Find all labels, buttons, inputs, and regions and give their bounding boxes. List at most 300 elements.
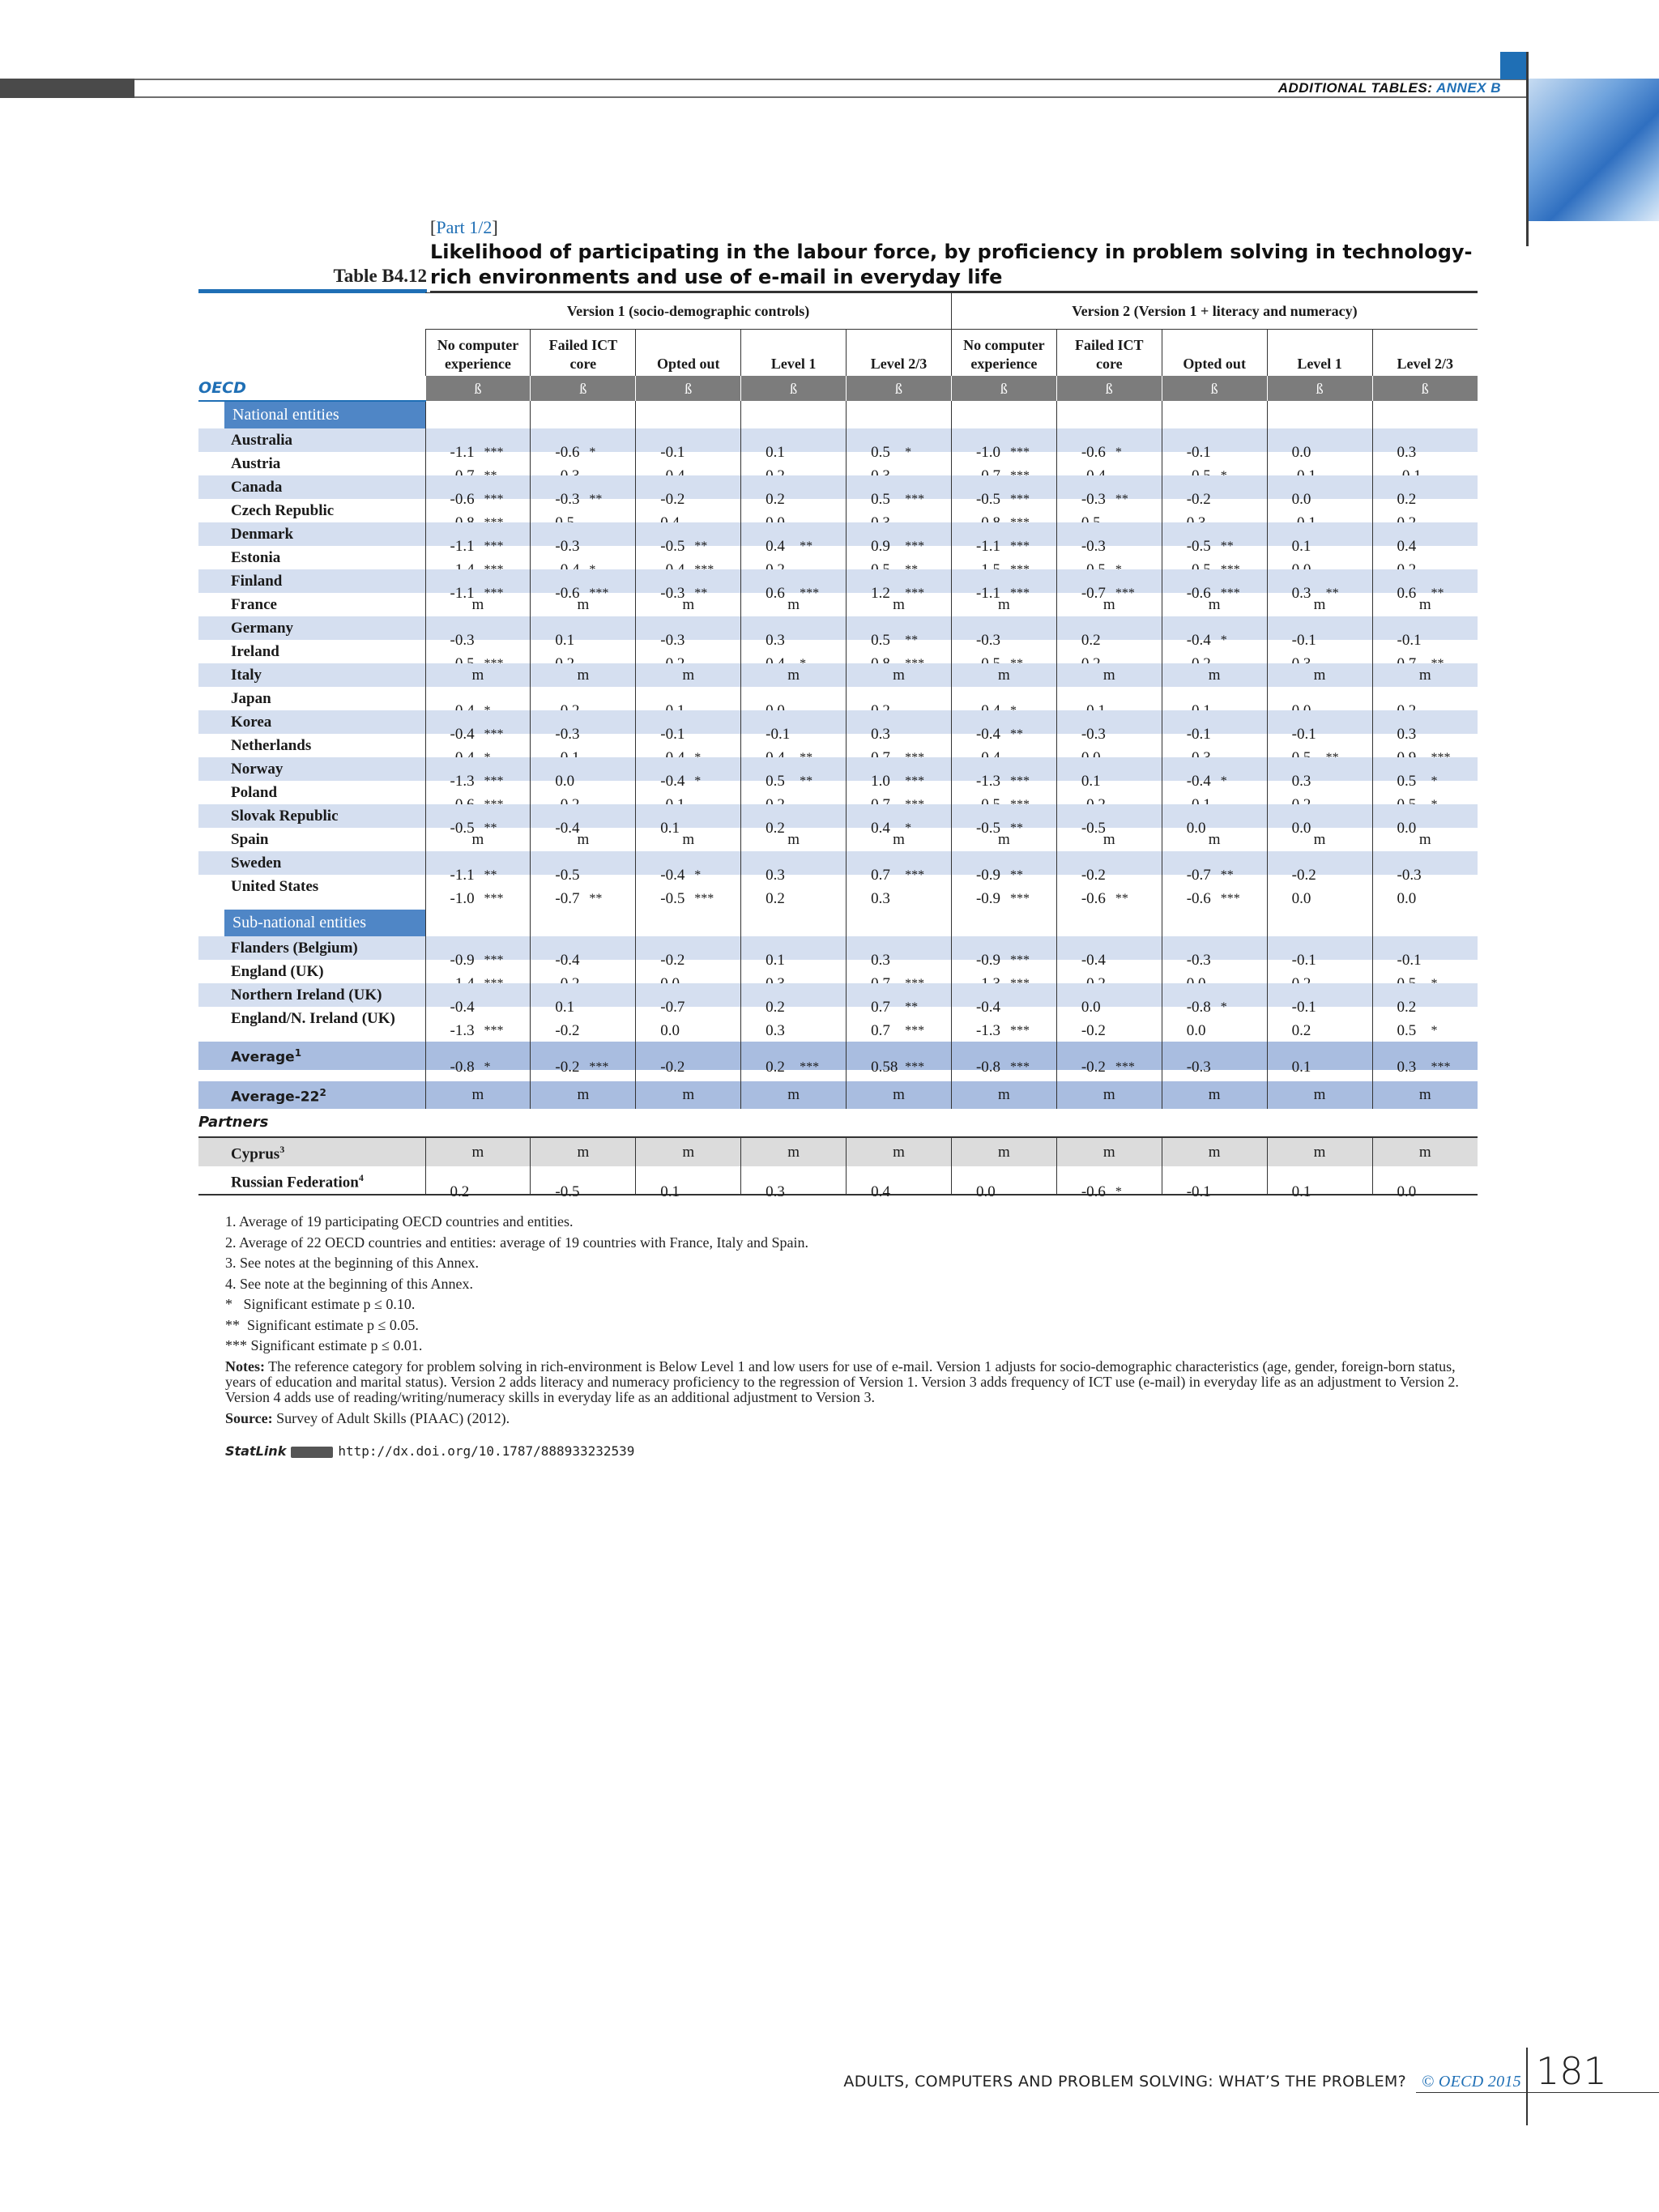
cell-value: 0.2	[766, 819, 785, 837]
significance-stars: **	[484, 820, 497, 835]
cell-value: -0.6	[1186, 889, 1211, 907]
cell-value: m	[998, 831, 1010, 848]
column-header-line: Level 2/3	[1397, 356, 1453, 372]
table-cell	[1267, 1007, 1372, 1039]
table-cell	[1267, 710, 1372, 743]
table-row	[198, 875, 1478, 898]
statlink-url[interactable]: http://dx.doi.org/10.1787/888933232539	[338, 1443, 635, 1459]
significance-stars: ***	[1009, 492, 1030, 506]
table-row	[198, 757, 1478, 781]
cell-value: 0.3	[766, 866, 785, 884]
cell-value: -0.6	[1186, 584, 1211, 602]
table-cell	[425, 960, 531, 983]
table-cell	[1056, 593, 1162, 616]
table-cell	[741, 428, 847, 461]
cell-value: m	[1313, 596, 1326, 613]
significance-stars: ***	[1115, 1060, 1135, 1075]
cell-value: 0.1	[766, 443, 785, 461]
row-label-text: Slovak Republic	[231, 808, 339, 825]
table-row	[198, 1007, 1478, 1030]
row-label-text: Netherlands	[231, 737, 312, 754]
cell-value: -0.1	[660, 725, 685, 743]
table-cell	[636, 710, 741, 743]
table-cell	[1162, 475, 1267, 508]
header-dark-band	[0, 79, 134, 98]
table-cell	[1372, 452, 1478, 475]
table-cell	[1372, 616, 1478, 649]
cell-value: -1.0	[975, 443, 1001, 461]
header-decorative-image	[1526, 79, 1659, 221]
version1-header: Version 1 (socio-demographic controls)	[425, 293, 951, 330]
table-cell	[531, 593, 636, 616]
cell-value: m	[787, 1143, 800, 1161]
significance-stars: *	[484, 1060, 491, 1075]
table-cell	[425, 875, 531, 907]
table-cell	[1267, 687, 1372, 710]
table-cell	[1162, 1007, 1267, 1039]
cell-value: 0.0	[1291, 443, 1311, 461]
significance-stars: **	[694, 539, 708, 553]
table-cell	[1056, 960, 1162, 983]
spacer-row	[198, 1070, 1478, 1081]
table-cell	[1056, 757, 1162, 790]
cell-value: m	[471, 1086, 484, 1104]
row-label	[198, 828, 425, 851]
table-cell	[636, 1042, 741, 1076]
table-cell	[1267, 546, 1372, 569]
cell-value: 0.5	[1397, 772, 1417, 790]
table-cell	[847, 851, 952, 884]
column-header-line: experience	[444, 356, 511, 372]
table-cell	[741, 569, 847, 602]
cell-value: m	[1418, 596, 1431, 613]
cell-value: m	[787, 831, 800, 848]
table-cell	[741, 546, 847, 569]
significance-stars: ***	[484, 1023, 504, 1038]
table-cell	[1162, 804, 1267, 837]
cell-value: -0.5	[1186, 537, 1211, 555]
cell-value: -1.1	[975, 584, 1001, 602]
table-cell	[1372, 687, 1478, 710]
table-cell	[1056, 1007, 1162, 1039]
table-cell	[531, 1042, 636, 1076]
corner-cell	[198, 293, 425, 330]
table-cell	[636, 640, 741, 663]
table-cell	[951, 875, 1056, 907]
cell-value: 0.0	[1291, 819, 1311, 837]
significance-stars: ***	[905, 492, 925, 506]
table-cell	[425, 757, 531, 790]
table-cell	[1372, 875, 1478, 907]
significance-stars: **	[1115, 891, 1128, 906]
cell-value: 0.9	[871, 537, 890, 555]
column-header-line: Opted out	[656, 356, 720, 372]
table-cell	[425, 522, 531, 555]
table-cell	[1372, 851, 1478, 884]
cell-value: -0.2	[660, 951, 685, 969]
table-row	[198, 804, 1478, 828]
table-cell	[741, 1007, 847, 1039]
cell-value: m	[787, 596, 800, 613]
table-cell	[951, 616, 1056, 649]
cell-value: m	[1102, 596, 1115, 613]
table-cell	[1267, 452, 1372, 475]
cell-value: 0.5	[871, 490, 890, 508]
table-cell	[1267, 960, 1372, 983]
cell-value: -0.1	[1186, 443, 1211, 461]
row-label-text: France	[231, 596, 277, 613]
table-cell	[847, 1137, 952, 1166]
cell-value: 0.2	[1397, 998, 1417, 1016]
table-cell	[1372, 1137, 1478, 1166]
statlink[interactable]	[225, 1443, 634, 1460]
cell-value: 0.1	[660, 1183, 680, 1200]
significance-stars: ***	[905, 867, 925, 882]
notes-label: Notes:	[225, 1357, 265, 1375]
cell-value: -0.2	[660, 1059, 685, 1076]
table-cell	[636, 875, 741, 907]
significance-stars: ***	[800, 1060, 820, 1075]
cell-value: 0.0	[1397, 1183, 1417, 1200]
cell-value: m	[998, 1143, 1010, 1161]
cell-value: m	[998, 1086, 1010, 1104]
cell-value: m	[1313, 1143, 1326, 1161]
significance-stars: **	[905, 999, 919, 1014]
footnote-line: 2. Average of 22 OECD countries and entities: average of 19 countries with France, Italy and Spain.	[225, 1234, 808, 1251]
table-cell	[741, 1081, 847, 1110]
beta-symbol: ß	[531, 376, 636, 401]
row-label-text: Average	[231, 1049, 295, 1066]
cell-value: m	[1418, 667, 1431, 684]
cell-value: -0.2	[555, 1059, 580, 1076]
cell-value: m	[893, 1143, 905, 1161]
table-cell	[1056, 1042, 1162, 1076]
table-cell	[951, 593, 1056, 616]
cell-value: 0.0	[1397, 819, 1417, 837]
cell-value: -0.8	[1186, 998, 1211, 1016]
footnote-line: ** Significant estimate p ≤ 0.05.	[225, 1316, 419, 1333]
cell-value: 0.3	[1397, 725, 1417, 743]
table-cell	[1267, 875, 1372, 907]
cell-value: -1.3	[975, 772, 1001, 790]
cell-value: -1.3	[975, 1021, 1001, 1039]
table-cell	[741, 1137, 847, 1166]
cell-value: 0.3	[1291, 772, 1311, 790]
table-cell	[531, 983, 636, 1016]
table-cell	[1267, 1166, 1372, 1200]
cell-value: 1.2	[871, 584, 890, 602]
table-cell	[531, 804, 636, 837]
row-label	[198, 734, 425, 757]
column-header	[425, 330, 531, 377]
cell-value: -0.1	[1291, 998, 1316, 1016]
cell-value: -0.7	[1186, 866, 1211, 884]
significance-stars: **	[694, 586, 708, 600]
cell-value: -0.4	[975, 998, 1001, 1016]
table-cell	[1162, 781, 1267, 804]
table-cell	[847, 1042, 952, 1076]
table-cell	[1267, 936, 1372, 969]
table-cell	[951, 522, 1056, 555]
table-cell	[1267, 428, 1372, 461]
footnote-list	[225, 1212, 1481, 1357]
table-cell	[636, 475, 741, 508]
table-cell	[531, 757, 636, 790]
row-label	[198, 663, 425, 687]
beta-symbol: ß	[741, 376, 847, 401]
cell-value: 0.2	[450, 1183, 470, 1200]
row-label-text: Average-22	[231, 1089, 320, 1106]
cell-value: 0.0	[555, 772, 575, 790]
cell-value: m	[893, 1086, 905, 1104]
cell-value: m	[682, 1086, 695, 1104]
cell-value: -1.3	[450, 772, 475, 790]
column-header	[847, 330, 952, 377]
cell-value: m	[682, 831, 695, 848]
cell-value: -0.2	[1291, 866, 1316, 884]
table-cell	[741, 1166, 847, 1200]
table-row	[198, 475, 1478, 499]
significance-stars: ***	[484, 445, 504, 459]
table-cell	[636, 1166, 741, 1200]
cell-value: -0.8	[975, 1059, 1001, 1076]
table-cell	[847, 757, 952, 790]
table-row	[198, 569, 1478, 593]
table-cell	[1267, 475, 1372, 508]
significance-stars: **	[800, 539, 813, 553]
significance-stars: ***	[589, 586, 609, 600]
significance-stars: *	[1115, 445, 1122, 459]
table-cell	[1162, 616, 1267, 649]
table-row	[198, 936, 1478, 960]
table-cell	[847, 687, 952, 710]
table-cell	[636, 851, 741, 884]
table-cell	[741, 734, 847, 757]
cell-value: m	[1102, 831, 1115, 848]
table-cell	[1372, 936, 1478, 969]
significance-stars: ***	[484, 953, 504, 967]
cell-value: -1.1	[450, 443, 475, 461]
running-header-prefix: ADDITIONAL TABLES:	[1277, 80, 1436, 96]
table-cell	[636, 1137, 741, 1166]
table-cell	[1267, 499, 1372, 522]
cell-value: 0.5	[1397, 1021, 1417, 1039]
table-cell	[1056, 616, 1162, 649]
cell-value: -1.0	[450, 889, 475, 907]
row-label-text: Cyprus	[231, 1145, 280, 1163]
table-cell	[847, 640, 952, 663]
column-header-line: Failed ICT	[1075, 337, 1144, 353]
cell-value: -0.3	[1081, 537, 1106, 555]
table-row	[198, 710, 1478, 734]
table-cell	[531, 734, 636, 757]
cell-value: -0.3	[1397, 866, 1422, 884]
cell-value: 0.4	[871, 819, 890, 837]
table-cell	[1056, 687, 1162, 710]
cell-value: m	[893, 596, 905, 613]
cell-value: -0.4	[1186, 631, 1211, 649]
row-label-text: Norway	[231, 761, 284, 778]
table-cell	[1056, 522, 1162, 555]
column-header-line: Level 2/3	[870, 356, 928, 372]
spacer-row	[198, 898, 1478, 910]
row-label	[198, 757, 425, 781]
column-header	[741, 330, 847, 377]
significance-stars: ***	[1220, 586, 1240, 600]
cell-value: -0.4	[450, 725, 475, 743]
cell-value: m	[682, 596, 695, 613]
cell-value: -0.9	[975, 866, 1001, 884]
column-header-row	[198, 330, 1478, 377]
column-header-line: core	[569, 356, 597, 372]
cell-value: 0.3	[871, 889, 890, 907]
footer-text	[843, 2073, 1521, 2091]
row-label	[198, 593, 425, 616]
cell-value: m	[1208, 1086, 1221, 1104]
row-label-text: Estonia	[231, 549, 281, 566]
cell-value: -0.1	[1397, 631, 1422, 649]
cell-value: -0.6	[450, 490, 475, 508]
subnational-entities-header	[198, 910, 1478, 936]
cell-value: m	[998, 596, 1010, 613]
cell-value: 0.6	[766, 584, 785, 602]
cell-value: m	[1418, 1143, 1431, 1161]
table-cell	[636, 593, 741, 616]
cell-value: 0.4	[766, 537, 785, 555]
table-cell	[531, 781, 636, 804]
significance-stars: ***	[484, 727, 504, 741]
cell-value: m	[471, 1143, 484, 1161]
significance-stars: *	[905, 445, 912, 459]
column-header-line	[636, 336, 740, 355]
table-cell	[1056, 452, 1162, 475]
cell-value: -0.9	[975, 889, 1001, 907]
table-cell	[951, 851, 1056, 884]
table-cell	[531, 1166, 636, 1200]
version2-header: Version 2 (Version 1 + literacy and numeracy)	[951, 293, 1478, 330]
cell-value: m	[1313, 1086, 1326, 1104]
table-cell	[425, 475, 531, 508]
beta-symbol: ß	[636, 376, 741, 401]
table-cell	[1056, 781, 1162, 804]
significance-stars: ***	[905, 1060, 925, 1075]
table-cell	[1162, 1081, 1267, 1110]
column-header	[636, 330, 741, 377]
table-cell	[951, 687, 1056, 710]
significance-stars: ***	[1220, 891, 1240, 906]
table-cell	[1372, 960, 1478, 983]
row-label-text: Sweden	[231, 855, 282, 872]
row-label-text: Northern Ireland (UK)	[231, 987, 382, 1004]
table-row	[198, 734, 1478, 757]
significance-stars: ***	[1009, 953, 1030, 967]
table-cell	[531, 452, 636, 475]
cell-value: 0.5	[871, 631, 890, 649]
significance-stars: ***	[484, 891, 504, 906]
row-label	[198, 983, 425, 1007]
row-label-text: Germany	[231, 620, 294, 637]
cell-value: -0.9	[450, 951, 475, 969]
table-cell	[1372, 593, 1478, 616]
table-cell	[951, 1166, 1056, 1200]
cell-value: -0.4	[1081, 951, 1106, 969]
cell-value: -0.8	[450, 1059, 475, 1076]
source-text: Survey of Adult Skills (PIAAC) (2012).	[276, 1409, 510, 1426]
table-cell	[531, 569, 636, 602]
table-cell	[636, 1007, 741, 1039]
cell-value: -0.4	[555, 819, 580, 837]
table-cell	[741, 851, 847, 884]
column-header	[1267, 330, 1372, 377]
table-cell	[531, 1081, 636, 1110]
cell-value: -0.3	[660, 584, 685, 602]
cell-value: -0.4	[660, 772, 685, 790]
cell-value: 0.2	[1397, 490, 1417, 508]
column-header-line: core	[1095, 356, 1123, 372]
table-cell	[847, 452, 952, 475]
row-label-text: Canada	[231, 479, 283, 496]
significance-stars: *	[1431, 1023, 1438, 1038]
significance-stars: **	[1009, 867, 1023, 882]
cell-value: -0.6	[1081, 443, 1106, 461]
table-cell	[847, 1166, 952, 1200]
cell-value: 0.2	[1081, 631, 1101, 649]
table-row	[198, 851, 1478, 875]
cell-value: -0.3	[660, 631, 685, 649]
table-cell	[1056, 1166, 1162, 1200]
table-cell	[636, 983, 741, 1016]
table-cell	[425, 663, 531, 687]
row-label	[198, 475, 425, 499]
significance-stars: **	[1009, 820, 1023, 835]
cell-value: -0.7	[555, 889, 580, 907]
partners-header-row	[198, 1109, 1478, 1137]
cell-value: -0.6	[555, 443, 580, 461]
cell-value: 0.1	[1291, 1059, 1311, 1076]
cell-value: 0.5	[871, 443, 890, 461]
table-cell	[741, 475, 847, 508]
table-cell	[741, 757, 847, 790]
cell-value: -0.5	[555, 1183, 580, 1200]
national-entities-header	[198, 401, 1478, 428]
table-cell	[425, 1042, 531, 1076]
row-label	[198, 546, 425, 569]
table-cell	[1267, 1081, 1372, 1110]
table-cell	[636, 757, 741, 790]
table-cell	[1056, 875, 1162, 907]
beta-symbol: ß	[1267, 376, 1372, 401]
table-cell	[636, 687, 741, 710]
footnote-marker: 4	[358, 1171, 364, 1183]
table-cell	[425, 499, 531, 522]
table-cell	[531, 428, 636, 461]
significance-stars: **	[1009, 727, 1023, 741]
significance-stars: *	[1431, 774, 1438, 788]
table-row	[198, 663, 1478, 687]
table-row	[198, 828, 1478, 851]
table-cell	[951, 569, 1056, 602]
table-row	[198, 499, 1478, 522]
table-cell	[1162, 593, 1267, 616]
row-label	[198, 452, 425, 475]
cell-value: m	[1102, 1143, 1115, 1161]
table-cell	[636, 960, 741, 983]
page-number: 181	[1536, 2049, 1607, 2093]
footnote-line: *** Significant estimate p ≤ 0.01.	[225, 1337, 423, 1353]
table-cell	[741, 522, 847, 555]
table-cell	[741, 960, 847, 983]
table-cell	[425, 781, 531, 804]
